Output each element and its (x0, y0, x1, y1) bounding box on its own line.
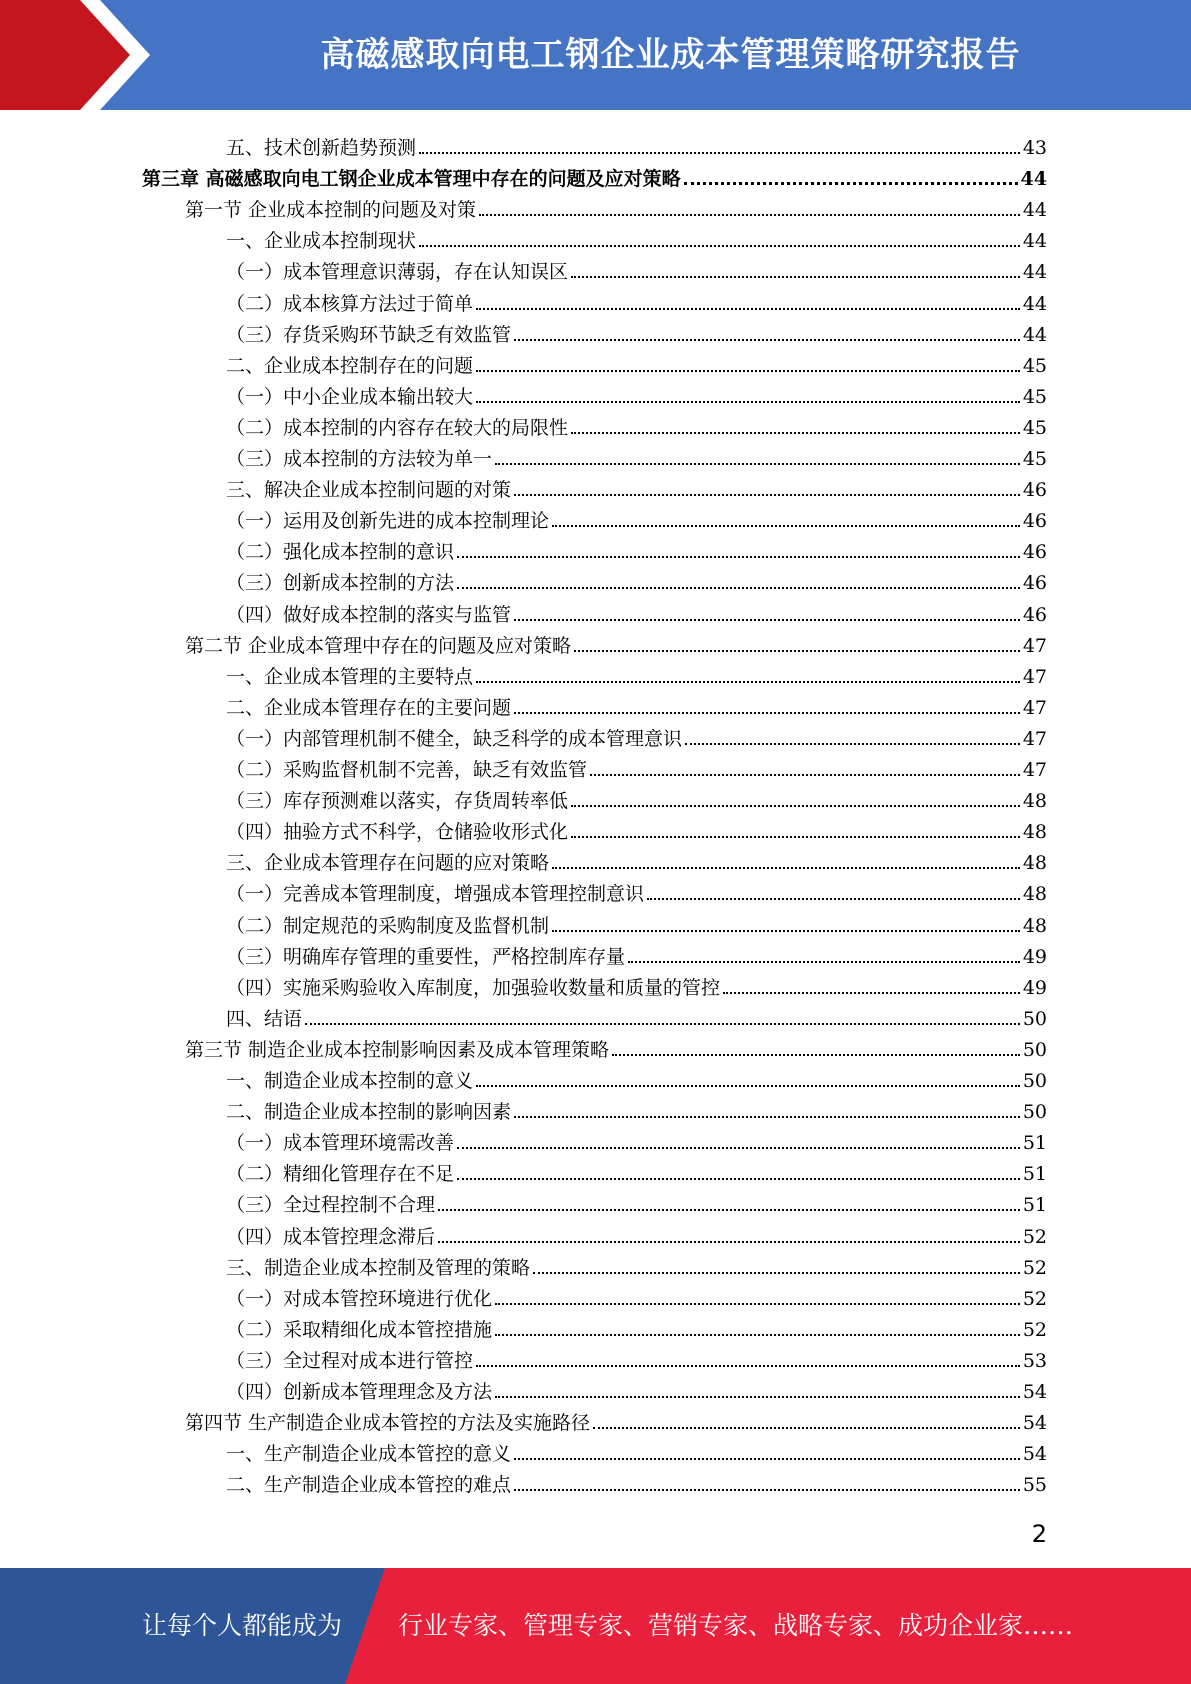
toc-entry-title: （一）运用及创新先进的成本控制理论 (226, 510, 550, 533)
toc-entry (226, 657, 1047, 688)
toc-entry-title: （四）成本管控理念滞后 (226, 1225, 436, 1248)
toc-leader-dots (552, 867, 1020, 869)
toc-entry-page: 45 (1022, 354, 1047, 377)
toc-entry-page: 52 (1022, 1225, 1047, 1248)
toc-entry-page: 54 (1022, 1412, 1047, 1435)
toc-entry (226, 1092, 1047, 1123)
toc-entry-page: 50 (1022, 1007, 1047, 1030)
toc-entry-page: 47 (1022, 759, 1047, 781)
toc-entry (226, 688, 1047, 719)
toc-leader-dots (457, 556, 1020, 558)
toc-entry-title: 第三章 高磁感取向电工钢企业成本管理中存在的问题及应对策略 (142, 168, 681, 191)
toc-leader-dots (684, 182, 1018, 185)
toc-entry-page: 52 (1022, 1287, 1047, 1310)
toc-entry (226, 968, 1047, 999)
toc-entry-title: （二）成本控制的内容存在较大的局限性 (226, 416, 569, 439)
toc-entry (226, 843, 1047, 874)
toc-leader-dots (457, 1147, 1020, 1149)
toc-leader-dots (514, 494, 1020, 496)
toc-entry (226, 1465, 1047, 1496)
toc-entry (226, 315, 1047, 346)
toc-leader-dots (552, 525, 1020, 527)
toc-entry (226, 937, 1047, 968)
toc-leader-dots (590, 774, 1020, 776)
toc-entry (226, 874, 1047, 905)
toc-entry-title: 三、企业成本管理存在问题的应对策略 (226, 852, 550, 875)
toc-entry-title: 二、企业成本管理存在的主要问题 (226, 696, 512, 719)
toc-entry-title: （二）精细化管理存在不足 (226, 1163, 455, 1186)
toc-entry (185, 626, 1047, 657)
toc-entry-page: 49 (1022, 976, 1047, 999)
page-footer (0, 1568, 1191, 1684)
toc-entry-page: 51 (1022, 1194, 1047, 1217)
toc-entry-page: 52 (1022, 1256, 1047, 1279)
toc-leader-dots (476, 681, 1020, 683)
toc-entry-title: 四、结语 (226, 1007, 303, 1030)
toc-entry-page: 50 (1022, 1070, 1047, 1092)
toc-leader-dots (571, 836, 1020, 838)
toc-entry-page: 47 (1022, 634, 1047, 657)
toc-entry-page: 46 (1022, 541, 1047, 564)
toc-entry-page: 54 (1022, 1443, 1047, 1466)
toc-entry (226, 1434, 1047, 1465)
toc-entry-title: （四）抽验方式不科学，仓储验收形式化 (226, 821, 569, 844)
toc-entry-title: （一）完善成本管理制度，增强成本管理控制意识 (226, 883, 645, 906)
toc-entry (226, 812, 1047, 843)
toc-leader-dots (476, 1085, 1020, 1087)
toc-leader-dots (457, 1178, 1020, 1180)
toc-entry-title: 第三节 制造企业成本控制影响因素及成本管理策略 (185, 1038, 610, 1061)
toc-entry-page: 46 (1022, 572, 1047, 595)
page-number: 2 (1031, 1520, 1047, 1548)
toc-entry-page: 55 (1022, 1474, 1047, 1497)
toc-leader-dots (476, 1365, 1020, 1367)
toc-entry-title: （二）强化成本控制的意识 (226, 541, 455, 564)
toc-leader-dots (305, 1023, 1020, 1025)
toc-leader-dots (419, 245, 1020, 247)
toc-entry-page: 46 (1022, 510, 1047, 533)
toc-entry-title: 一、制造企业成本控制的意义 (226, 1070, 474, 1092)
toc-entry-title: （一）对成本管控环境进行优化 (226, 1287, 493, 1310)
toc-entry-title: （一）中小企业成本输出较大 (226, 385, 474, 408)
toc-entry-title: （一）成本管理环境需改善 (226, 1132, 455, 1155)
toc-leader-dots (514, 1489, 1020, 1491)
toc-entry (226, 377, 1047, 408)
toc-entry-title: （四）创新成本管理理念及方法 (226, 1381, 493, 1403)
toc-entry (226, 595, 1047, 626)
toc-entry-page: 44 (1022, 261, 1047, 284)
toc-entry-page: 50 (1022, 1101, 1047, 1124)
toc-entry-title: （二）采取精细化成本管控措施 (226, 1318, 493, 1341)
toc-entry-title: （二）成本核算方法过于简单 (226, 292, 474, 315)
toc-entry-page: 46 (1022, 479, 1047, 502)
toc-entry-title: 一、生产制造企业成本管控的意义 (226, 1443, 512, 1466)
toc-leader-dots (571, 276, 1020, 278)
toc-entry-page: 44 (1022, 292, 1047, 315)
toc-entry-page: 43 (1022, 137, 1047, 159)
toc-entry-page: 48 (1022, 821, 1047, 844)
toc-entry-title: 三、制造企业成本控制及管理的策略 (226, 1256, 531, 1279)
toc-entry-page: 44 (1022, 199, 1047, 222)
toc-leader-dots (514, 619, 1020, 621)
toc-entry (226, 221, 1047, 252)
toc-entry (226, 1123, 1047, 1154)
toc-entry (226, 501, 1047, 532)
toc-leader-dots (495, 1396, 1020, 1398)
toc-entry-page: 46 (1022, 603, 1047, 626)
toc-entry-page: 48 (1022, 852, 1047, 875)
toc-entry-title: （三）存货采购环节缺乏有效监管 (226, 323, 512, 346)
toc-leader-dots (514, 1116, 1020, 1118)
toc-entry (226, 252, 1047, 283)
toc-entry-title: 二、生产制造企业成本管控的难点 (226, 1474, 512, 1497)
toc-entry-page: 48 (1022, 790, 1047, 813)
toc-entry-title: （三）全过程控制不合理 (226, 1194, 436, 1217)
toc-entry-page: 53 (1022, 1349, 1047, 1372)
toc-entry-title: （四）实施采购验收入库制度，加强验收数量和质量的管控 (226, 976, 721, 999)
document-title: 高磁感取向电工钢企业成本管理策略研究报告 (320, 35, 1021, 75)
toc-entry-title: （一）内部管理机制不健全，缺乏科学的成本管理意识 (226, 727, 683, 750)
toc-entry-title: （三）成本控制的方法较为单一 (226, 448, 493, 470)
toc-entry (226, 1185, 1047, 1216)
toc-entry-page: 51 (1022, 1132, 1047, 1155)
toc-leader-dots (495, 463, 1020, 465)
toc-entry-page: 47 (1022, 665, 1047, 688)
toc-entry (185, 1403, 1047, 1434)
footer-slogan-left: 让每个人都能成为 (142, 1611, 343, 1640)
toc-entry (226, 750, 1047, 781)
toc-leader-dots (647, 898, 1020, 900)
toc-leader-dots (723, 992, 1020, 994)
toc-entry-title: 三、解决企业成本控制问题的对策 (226, 479, 512, 502)
toc-entry-title: 五、技术创新趋势预测 (226, 137, 417, 159)
toc-leader-dots (552, 930, 1020, 932)
toc-entry-title: 第四节 生产制造企业成本管控的方法及实施路径 (185, 1412, 591, 1435)
toc-entry-title: （四）做好成本控制的落实与监管 (226, 603, 512, 626)
toc-leader-dots (628, 961, 1020, 963)
toc-entry-title: （二）制定规范的采购制度及监督机制 (226, 914, 550, 937)
toc-entry-page: 54 (1022, 1381, 1047, 1403)
chevron-arrow-icon (0, 0, 160, 110)
toc-leader-dots (438, 1209, 1020, 1211)
toc-entry-page: 52 (1022, 1318, 1047, 1341)
toc-entry-title: 第二节 企业成本管理中存在的问题及应对策略 (185, 634, 572, 657)
toc-entry (226, 408, 1047, 439)
toc-entry (226, 439, 1047, 470)
toc-leader-dots (495, 1303, 1020, 1305)
toc-entry (226, 1372, 1047, 1403)
toc-entry (226, 1154, 1047, 1185)
toc-entry-page: 45 (1022, 448, 1047, 470)
toc-leader-dots (514, 712, 1020, 714)
toc-entry-page: 45 (1022, 385, 1047, 408)
toc-leader-dots (476, 308, 1020, 310)
toc-entry-title: 一、企业成本控制现状 (226, 230, 417, 253)
toc-leader-dots (476, 401, 1020, 403)
toc-entry-title: 二、企业成本控制存在的问题 (226, 354, 474, 377)
toc-entry-page: 44 (1020, 168, 1047, 191)
toc-entry-page: 49 (1022, 945, 1047, 968)
toc-entry (226, 563, 1047, 594)
toc-entry-title: （二）采购监督机制不完善，缺乏有效监管 (226, 759, 588, 781)
toc-entry (226, 999, 1047, 1030)
toc-leader-dots (457, 587, 1020, 589)
toc-entry (185, 1030, 1047, 1061)
toc-entry-page: 44 (1022, 230, 1047, 253)
toc-entry-page: 44 (1022, 323, 1047, 346)
toc-leader-dots (571, 432, 1020, 434)
toc-entry (226, 128, 1047, 159)
toc-entry (226, 346, 1047, 377)
page-header (0, 0, 1191, 110)
toc-leader-dots (514, 1458, 1020, 1460)
toc-entry (226, 1341, 1047, 1372)
toc-entry (226, 470, 1047, 501)
toc-entry-title: 二、制造企业成本控制的影响因素 (226, 1101, 512, 1124)
toc-entry (226, 906, 1047, 937)
toc-leader-dots (574, 650, 1020, 652)
toc-leader-dots (476, 370, 1020, 372)
toc-leader-dots (479, 214, 1020, 216)
toc-entry-title: 第一节 企业成本控制的问题及对策 (185, 199, 477, 222)
toc-entry (142, 159, 1047, 190)
footer-slogan-right: 行业专家、管理专家、营销专家、战略专家、成功企业家…… (398, 1611, 1074, 1640)
toc-entry-page: 48 (1022, 883, 1047, 906)
toc-entry (226, 532, 1047, 563)
toc-leader-dots (438, 1241, 1020, 1243)
toc-entry (185, 190, 1047, 221)
toc-leader-dots (533, 1272, 1020, 1274)
toc-entry-page: 50 (1022, 1038, 1047, 1061)
toc-entry (226, 1061, 1047, 1092)
toc-entry-title: （三）库存预测难以落实，存货周转率低 (226, 790, 569, 813)
toc-entry-page: 45 (1022, 416, 1047, 439)
toc-leader-dots (571, 805, 1020, 807)
toc-entry (226, 284, 1047, 315)
toc-leader-dots (593, 1427, 1020, 1429)
toc-entry-page: 47 (1022, 727, 1047, 750)
toc-leader-dots (419, 152, 1020, 154)
toc-leader-dots (685, 743, 1020, 745)
toc-entry-title: 一、企业成本管理的主要特点 (226, 665, 474, 688)
toc-entry-title: （三）明确库存管理的重要性，严格控制库存量 (226, 945, 626, 968)
toc-entry (226, 719, 1047, 750)
toc-entry-title: （一）成本管理意识薄弱，存在认知误区 (226, 261, 569, 284)
toc-entry (226, 1279, 1047, 1310)
toc-entry (226, 1248, 1047, 1279)
toc-leader-dots (514, 339, 1020, 341)
toc-entry-page: 47 (1022, 696, 1047, 719)
toc-entry-page: 51 (1022, 1163, 1047, 1186)
toc-entry-title: （三）全过程对成本进行管控 (226, 1349, 474, 1372)
toc-leader-dots (495, 1334, 1020, 1336)
toc-entry (226, 1310, 1047, 1341)
toc-entry (226, 1217, 1047, 1248)
toc-entry-title: （三）创新成本控制的方法 (226, 572, 455, 595)
toc-entry-page: 48 (1022, 914, 1047, 937)
toc-entry (226, 781, 1047, 812)
toc-leader-dots (612, 1054, 1020, 1056)
